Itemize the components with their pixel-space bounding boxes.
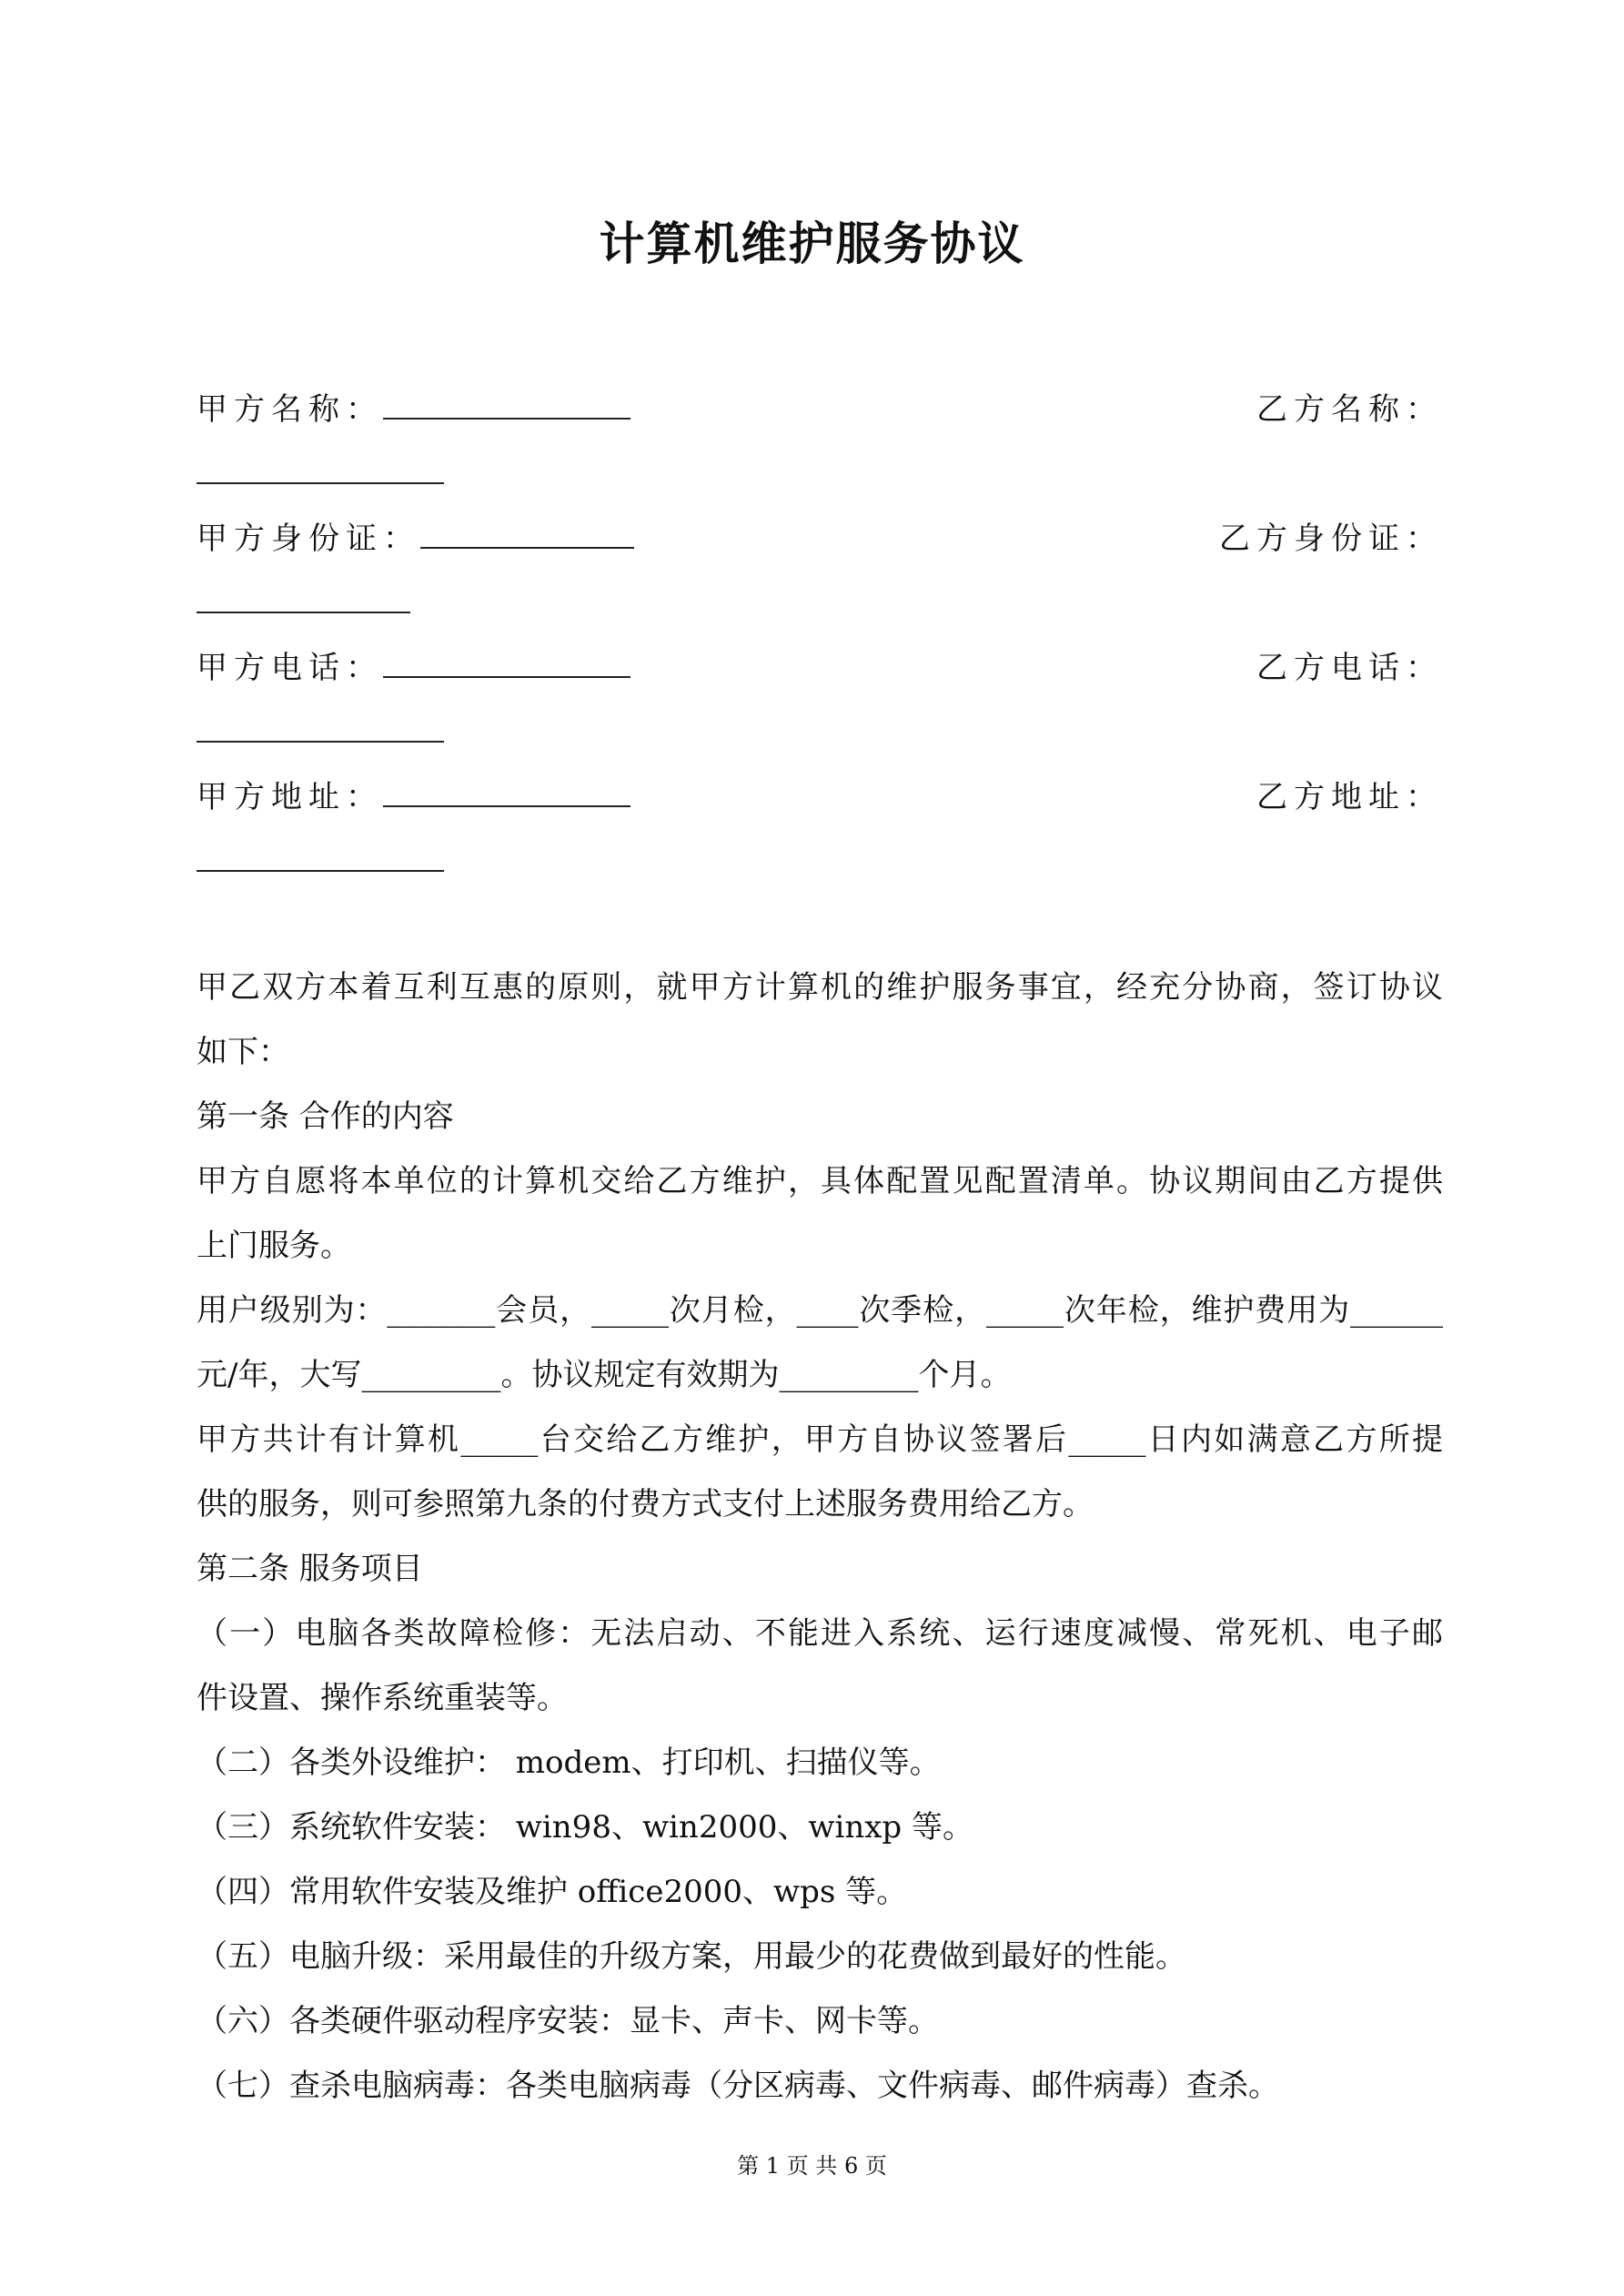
service-item: （三）系统软件安装： win98、win2000、winxp 等。 <box>197 1809 973 1846</box>
text-line: 件设置、操作系统重装等。 <box>197 1680 568 1716</box>
party-a-name-blank <box>383 390 630 420</box>
party-a-phone-blank <box>383 649 630 678</box>
party-address-row <box>197 765 1443 830</box>
party-name-row <box>197 378 1443 442</box>
party-b-name-label: 乙方名称： <box>1256 391 1443 428</box>
document-title: 计算机维护服务协议 <box>599 217 1025 270</box>
party-a-phone-label: 甲方电话： <box>197 650 383 686</box>
party-b-address-blank <box>197 843 444 872</box>
text-line: 供的服务，则可参照第九条的付费方式支付上述服务费用给乙方。 <box>197 1486 1094 1522</box>
party-b-address-label: 乙方地址： <box>1256 779 1443 815</box>
text-line: 用户级别为：_______会员，_____次月检，____次季检，_____次年检，维护费用为______ <box>197 1292 1443 1329</box>
text-line: 甲乙双方本着互利互惠的原则，就甲方计算机的维护服务事宜，经充分协商，签订协议 <box>197 969 1443 1006</box>
party-a-address-label: 甲方地址： <box>197 779 383 815</box>
text-line: 元/年，大写_________。协议规定有效期为_________个月。 <box>197 1357 1012 1393</box>
party-a-id-blank <box>420 520 634 549</box>
page-number: 第 1 页 共 6 页 <box>737 2153 887 2179</box>
agreement-body <box>197 956 1443 2119</box>
party-b-phone-blank <box>197 713 444 743</box>
service-item: （六）各类硬件驱动程序安装：显卡、声卡、网卡等。 <box>197 2003 939 2039</box>
article-heading: 第二条 服务项目 <box>197 1551 423 1587</box>
party-b-name-blank <box>197 455 444 484</box>
article-heading: 第一条 合作的内容 <box>197 1098 454 1135</box>
service-item: （四）常用软件安装及维护 office2000、wps 等。 <box>197 1874 908 1910</box>
text-line: 如下： <box>197 1034 289 1070</box>
text-line: （一）电脑各类故障检修：无法启动、不能进入系统、运行速度减慢、常死机、电子邮 <box>197 1615 1443 1652</box>
party-info <box>197 378 1443 895</box>
party-b-id-label: 乙方身份证： <box>1219 521 1443 557</box>
party-phone-row <box>197 636 1443 701</box>
party-id-row <box>197 507 1443 571</box>
party-a-name-label: 甲方名称： <box>197 391 383 428</box>
service-item: （七）查杀电脑病毒：各类电脑病毒（分区病毒、文件病毒、邮件病毒）查杀。 <box>197 2068 1279 2104</box>
text-line: 甲方共计有计算机_____台交给乙方维护，甲方自协议签署后_____日内如满意乙方所提 <box>197 1421 1443 1458</box>
party-a-id-label: 甲方身份证： <box>197 521 420 557</box>
service-item: （五）电脑升级：采用最佳的升级方案，用最少的花费做到最好的性能。 <box>197 1938 1186 1975</box>
party-b-id-blank <box>197 584 410 613</box>
service-item: （二）各类外设维护： modem、打印机、扫描仪等。 <box>197 1745 941 1781</box>
party-b-phone-label: 乙方电话： <box>1256 650 1443 686</box>
text-line: 上门服务。 <box>197 1228 351 1264</box>
party-a-address-blank <box>383 778 630 807</box>
text-line: 甲方自愿将本单位的计算机交给乙方维护，具体配置见配置清单。协议期间由乙方提供 <box>197 1163 1443 1199</box>
